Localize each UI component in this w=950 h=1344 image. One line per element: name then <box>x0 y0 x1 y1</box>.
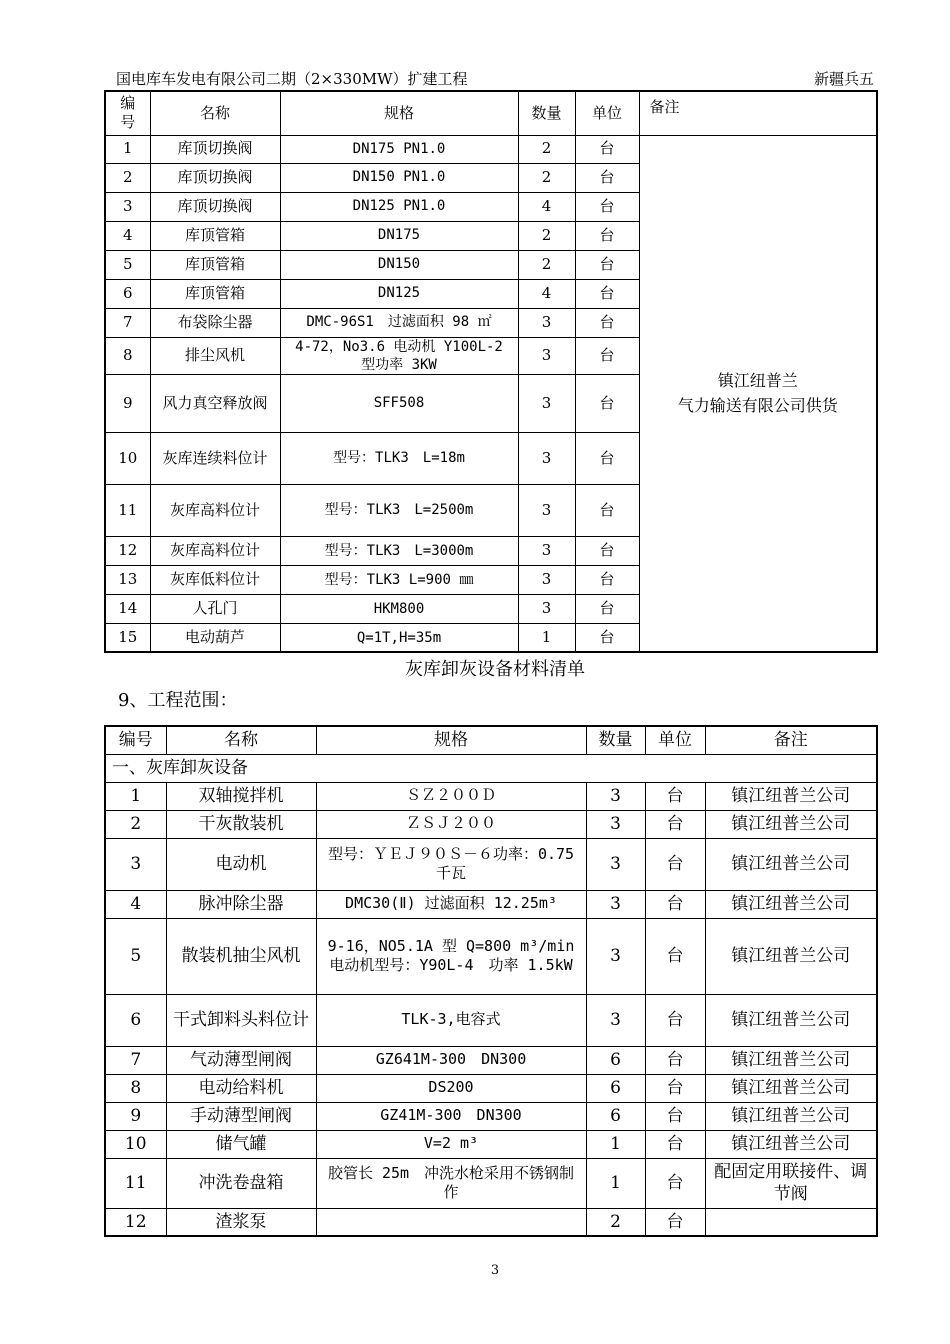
row-no: 6 <box>105 994 166 1046</box>
row-unit: 台 <box>575 279 639 308</box>
row-name: 手动薄型闸阀 <box>166 1102 316 1130</box>
table-row <box>105 1208 877 1236</box>
row-spec: DN175 <box>280 221 518 250</box>
row-spec <box>316 1208 586 1236</box>
row-unit: 台 <box>645 1130 705 1158</box>
row-unit: 台 <box>645 1208 705 1236</box>
row-name: 灰库高料位计 <box>150 536 280 565</box>
row-unit: 台 <box>575 163 639 192</box>
row-unit: 台 <box>645 782 705 810</box>
row-note: 镇江纽普兰公司 <box>705 890 877 918</box>
row-name: 冲洗卷盘箱 <box>166 1158 316 1208</box>
row-qty: 3 <box>586 890 645 918</box>
row-unit: 台 <box>575 221 639 250</box>
header-name: 名称 <box>166 726 316 754</box>
row-spec: 型号：TLK3 L=900 ㎜ <box>280 565 518 594</box>
row-spec: 型号：TLK3 L=18m <box>280 432 518 484</box>
silo-equipment-table-body <box>105 91 877 652</box>
row-spec: 型号：ＹＥＪ９０Ｓ－６功率：0.75 千瓦 <box>316 838 586 890</box>
table-row <box>105 1130 877 1158</box>
row-qty: 2 <box>586 1208 645 1236</box>
row-spec: HKM800 <box>280 594 518 623</box>
header-spec: 规格 <box>280 91 518 135</box>
table-row <box>105 782 877 810</box>
table-row <box>105 1074 877 1102</box>
row-name: 灰库连续料位计 <box>150 432 280 484</box>
group-title: 一、灰库卸灰设备 <box>105 754 877 782</box>
row-unit: 台 <box>575 536 639 565</box>
scope-equipment-table <box>104 725 878 1237</box>
row-no: 3 <box>105 192 150 221</box>
row-qty: 2 <box>518 135 575 163</box>
row-qty: 3 <box>518 432 575 484</box>
row-no: 7 <box>105 1046 166 1074</box>
row-no: 12 <box>105 536 150 565</box>
table-row <box>105 890 877 918</box>
row-spec: 4-72，No3.6 电动机 Y100L-2 型功率 3KW <box>280 337 518 374</box>
row-spec: SFF508 <box>280 374 518 432</box>
row-name: 布袋除尘器 <box>150 308 280 337</box>
row-qty: 6 <box>586 1046 645 1074</box>
row-name: 电动机 <box>166 838 316 890</box>
row-name: 渣浆泵 <box>166 1208 316 1236</box>
row-unit: 台 <box>575 337 639 374</box>
table-caption: 灰库卸灰设备材料清单 <box>405 659 585 680</box>
row-unit: 台 <box>575 135 639 163</box>
row-spec: DMC30(Ⅱ) 过滤面积 12.25m³ <box>316 890 586 918</box>
row-qty: 3 <box>518 594 575 623</box>
row-spec: DN175 PN1.0 <box>280 135 518 163</box>
row-spec: V=2 m³ <box>316 1130 586 1158</box>
page-number: 3 <box>490 1263 500 1278</box>
row-spec: 型号：TLK3 L=3000m <box>280 536 518 565</box>
header-note: 备注 <box>639 91 877 135</box>
row-qty: 4 <box>518 192 575 221</box>
row-qty: 1 <box>518 623 575 652</box>
row-no: 4 <box>105 221 150 250</box>
row-name: 库顶管箱 <box>150 279 280 308</box>
header-note: 备注 <box>705 726 877 754</box>
row-qty: 2 <box>518 163 575 192</box>
row-name: 双轴搅拌机 <box>166 782 316 810</box>
row-qty: 3 <box>518 484 575 536</box>
row-no: 1 <box>105 135 150 163</box>
header-qty: 数量 <box>586 726 645 754</box>
row-qty: 1 <box>586 1158 645 1208</box>
row-no: 2 <box>105 163 150 192</box>
row-no: 11 <box>105 1158 166 1208</box>
row-qty: 3 <box>518 565 575 594</box>
row-qty: 3 <box>518 337 575 374</box>
row-spec: DN125 PN1.0 <box>280 192 518 221</box>
row-no: 10 <box>105 1130 166 1158</box>
table-row <box>105 810 877 838</box>
row-no: 15 <box>105 623 150 652</box>
silo-equipment-table <box>104 90 878 653</box>
row-unit: 台 <box>645 890 705 918</box>
row-note <box>705 1208 877 1236</box>
row-name: 人孔门 <box>150 594 280 623</box>
row-unit: 台 <box>645 810 705 838</box>
row-unit: 台 <box>645 1074 705 1102</box>
row-no: 12 <box>105 1208 166 1236</box>
row-unit: 台 <box>645 1046 705 1074</box>
header-unit: 单位 <box>645 726 705 754</box>
header-no: 编号 <box>105 726 166 754</box>
row-no: 4 <box>105 890 166 918</box>
row-spec: DN150 <box>280 250 518 279</box>
row-name: 库顶切换阀 <box>150 163 280 192</box>
row-qty: 3 <box>518 308 575 337</box>
row-no: 1 <box>105 782 166 810</box>
row-spec: DN150 PN1.0 <box>280 163 518 192</box>
table-header-row <box>105 726 877 754</box>
row-note: 镇江纽普兰公司 <box>705 1046 877 1074</box>
row-no: 14 <box>105 594 150 623</box>
row-spec: ＳＺ２００Ｄ <box>316 782 586 810</box>
row-spec: DS200 <box>316 1074 586 1102</box>
row-spec: GZ41M-300 DN300 <box>316 1102 586 1130</box>
supplier-note: 镇江纽普兰 气力输送有限公司供货 <box>639 135 877 652</box>
page-header <box>104 68 876 90</box>
row-spec: 型号：TLK3 L=2500m <box>280 484 518 536</box>
row-unit: 台 <box>645 1102 705 1130</box>
row-no: 10 <box>105 432 150 484</box>
row-unit: 台 <box>575 374 639 432</box>
row-unit: 台 <box>575 192 639 221</box>
header-no-2: 号 <box>120 113 136 132</box>
row-name: 库顶切换阀 <box>150 192 280 221</box>
row-name: 风力真空释放阀 <box>150 374 280 432</box>
row-note: 镇江纽普兰公司 <box>705 782 877 810</box>
row-spec: Q=1T,H=35m <box>280 623 518 652</box>
row-note: 镇江纽普兰公司 <box>705 1074 877 1102</box>
row-spec: 胶管长 25m 冲洗水枪采用不锈钢制作 <box>316 1158 586 1208</box>
row-note: 镇江纽普兰公司 <box>705 838 877 890</box>
header-qty: 数量 <box>518 91 575 135</box>
row-note: 镇江纽普兰公司 <box>705 1130 877 1158</box>
row-name: 库顶管箱 <box>150 221 280 250</box>
row-qty: 3 <box>586 918 645 994</box>
section-title: 9、工程范围： <box>118 690 238 711</box>
row-unit: 台 <box>575 484 639 536</box>
row-qty: 6 <box>586 1102 645 1130</box>
header-spec: 规格 <box>316 726 586 754</box>
row-qty: 2 <box>518 221 575 250</box>
table-row <box>105 1102 877 1130</box>
header-no-1: 编 <box>120 93 136 112</box>
project-title: 国电库车发电有限公司二期（2×330MW）扩建工程 <box>116 70 468 88</box>
row-no: 11 <box>105 484 150 536</box>
row-unit: 台 <box>575 623 639 652</box>
row-unit: 台 <box>645 918 705 994</box>
row-unit: 台 <box>575 565 639 594</box>
row-unit: 台 <box>575 250 639 279</box>
row-qty: 4 <box>518 279 575 308</box>
row-name: 脉冲除尘器 <box>166 890 316 918</box>
row-name: 储气罐 <box>166 1130 316 1158</box>
location-label: 新疆兵五 <box>813 70 874 88</box>
row-spec: 9-16，NO5.1A 型 Q=800 m³/min 电动机型号：Y90L-4 功率 1.5kW <box>316 918 586 994</box>
row-name: 库顶管箱 <box>150 250 280 279</box>
row-name: 干式卸料头料位计 <box>166 994 316 1046</box>
row-qty: 3 <box>518 536 575 565</box>
row-no: 9 <box>105 374 150 432</box>
row-no: 13 <box>105 565 150 594</box>
row-qty: 3 <box>518 374 575 432</box>
row-no: 7 <box>105 308 150 337</box>
row-no: 3 <box>105 838 166 890</box>
scope-equipment-table-body <box>105 726 877 1236</box>
row-no: 5 <box>105 250 150 279</box>
header-no-cell <box>105 91 150 135</box>
table-row <box>105 994 877 1046</box>
table-row <box>105 1158 877 1208</box>
row-spec: GZ641M-300 DN300 <box>316 1046 586 1074</box>
row-name: 库顶切换阀 <box>150 135 280 163</box>
row-note: 镇江纽普兰公司 <box>705 810 877 838</box>
row-qty: 3 <box>586 838 645 890</box>
row-name: 排尘风机 <box>150 337 280 374</box>
row-name: 电动给料机 <box>166 1074 316 1102</box>
row-qty: 6 <box>586 1074 645 1102</box>
row-unit: 台 <box>575 308 639 337</box>
row-unit: 台 <box>575 432 639 484</box>
table-header-row <box>105 91 877 135</box>
table-row <box>105 135 877 163</box>
row-name: 干灰散装机 <box>166 810 316 838</box>
row-name: 灰库高料位计 <box>150 484 280 536</box>
table-row <box>105 1046 877 1074</box>
row-name: 电动葫芦 <box>150 623 280 652</box>
row-name: 气动薄型闸阀 <box>166 1046 316 1074</box>
row-spec: ＺＳＪ２００ <box>316 810 586 838</box>
row-no: 5 <box>105 918 166 994</box>
row-unit: 台 <box>645 994 705 1046</box>
row-no: 2 <box>105 810 166 838</box>
row-qty: 1 <box>586 1130 645 1158</box>
row-no: 9 <box>105 1102 166 1130</box>
row-qty: 3 <box>586 782 645 810</box>
row-unit: 台 <box>575 594 639 623</box>
row-name: 灰库低料位计 <box>150 565 280 594</box>
row-note: 配固定用联接件、调节阀 <box>705 1158 877 1208</box>
row-no: 8 <box>105 337 150 374</box>
row-note: 镇江纽普兰公司 <box>705 1102 877 1130</box>
group-row <box>105 754 877 782</box>
row-spec: DMC-96S1 过滤面积 98 ㎡ <box>280 308 518 337</box>
row-no: 6 <box>105 279 150 308</box>
row-no: 8 <box>105 1074 166 1102</box>
table-row <box>105 838 877 890</box>
row-unit: 台 <box>645 838 705 890</box>
row-qty: 3 <box>586 994 645 1046</box>
row-note: 镇江纽普兰公司 <box>705 918 877 994</box>
row-qty: 3 <box>586 810 645 838</box>
row-spec: DN125 <box>280 279 518 308</box>
row-name: 散装机抽尘风机 <box>166 918 316 994</box>
row-qty: 2 <box>518 250 575 279</box>
header-unit: 单位 <box>575 91 639 135</box>
row-note: 镇江纽普兰公司 <box>705 994 877 1046</box>
header-name: 名称 <box>150 91 280 135</box>
table-row <box>105 918 877 994</box>
row-spec: TLK-3,电容式 <box>316 994 586 1046</box>
row-unit: 台 <box>645 1158 705 1208</box>
